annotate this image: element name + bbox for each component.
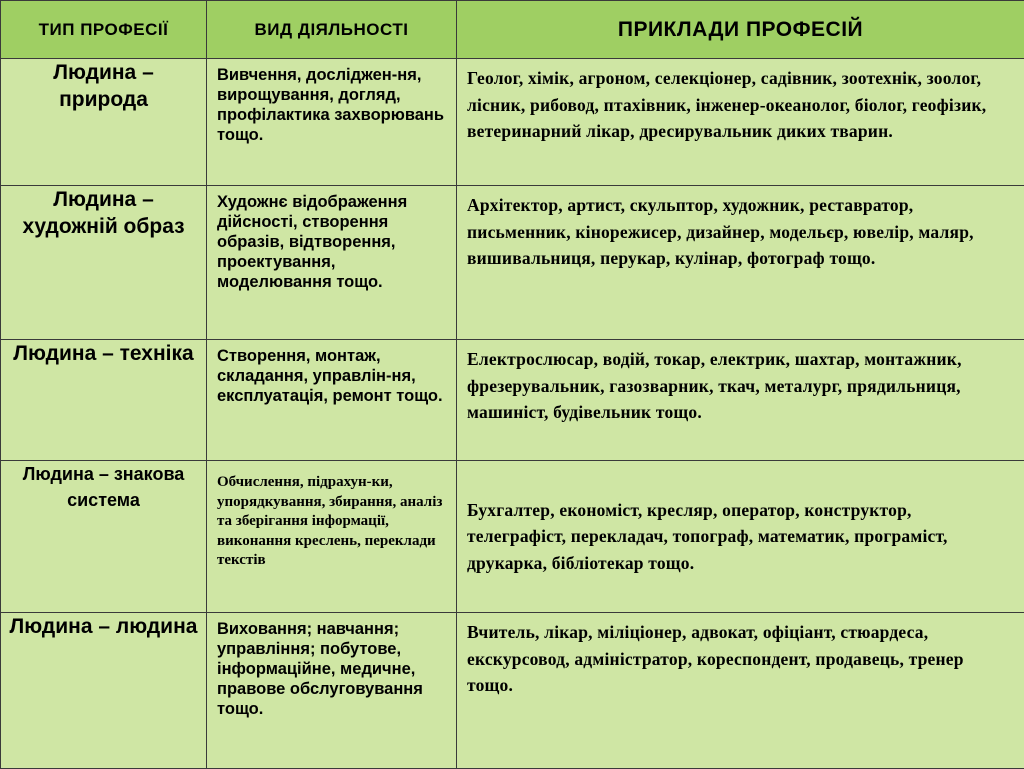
table-row [1, 613, 1024, 769]
row-activity-cell: Обчислення, підрахун-ки, упорядкування, збирання, аналіз та зберігання інформації, виконання креслень, переклади текстів [207, 461, 457, 613]
row-activity-cell: Вивчення, досліджен-ня, вирощування, догляд, профілактика захворювань тощо. [207, 59, 457, 186]
row-type-cell: Людина – людина [1, 613, 207, 769]
row-type-cell: Людина – знакова система [1, 461, 207, 613]
row-type-cell: Людина – художній образ [1, 186, 207, 340]
table-row [1, 340, 1024, 461]
row-examples-cell: Вчитель, лікар, міліціонер, адвокат, офіціант, стюардеса, екскурсовод, адміністратор, кореспондент, продавець, тренер тощо. [457, 613, 1024, 769]
row-examples-cell: Архітектор, артист, скульптор, художник, реставратор, письменник, кінорежисер, дизайнер, модельєр, ювелір, маляр, вишивальниця, перукар, кулінар, фотограф тощо. [457, 186, 1024, 340]
row-activity-cell: Художнє відображення дійсності, створення образів, відтворення, проектування, моделювання тощо. [207, 186, 457, 340]
row-examples-cell: Бухгалтер, економіст, кресляр, оператор, конструктор, телеграфіст, перекладач, топограф, математик, програміст, друкарка, бібліотекар тощо. [457, 461, 1024, 613]
table-row [1, 59, 1024, 186]
row-examples-cell: Електрослюсар, водій, токар, електрик, шахтар, монтажник, фрезерувальник, газозварник, ткач, металург, прядильниця, машиніст, будівельник тощо. [457, 340, 1024, 461]
row-examples-cell: Геолог, хімік, агроном, селекціонер, садівник, зоотехнік, зоолог, лісник, рибовод, птахівник, інженер-океанолог, біолог, геофізик, ветеринарний лікар, дресирувальник диких тварин. [457, 59, 1024, 186]
header-activity-kind: ВИД ДІЯЛЬНОСТІ [207, 1, 457, 59]
header-profession-examples: ПРИКЛАДИ ПРОФЕСІЙ [457, 1, 1024, 59]
row-type-cell: Людина – техніка [1, 340, 207, 461]
table-header-row [1, 1, 1024, 59]
table-row [1, 461, 1024, 613]
row-activity-cell: Виховання; навчання; управління; побутове, інформаційне, медичне, правове обслуговування тощо. [207, 613, 457, 769]
row-activity-cell: Створення, монтаж, складання, управлін-ня, експлуатація, ремонт тощо. [207, 340, 457, 461]
header-profession-type: ТИП ПРОФЕСІЇ [1, 1, 207, 59]
row-type-cell: Людина – природа [1, 59, 207, 186]
table-row [1, 186, 1024, 340]
